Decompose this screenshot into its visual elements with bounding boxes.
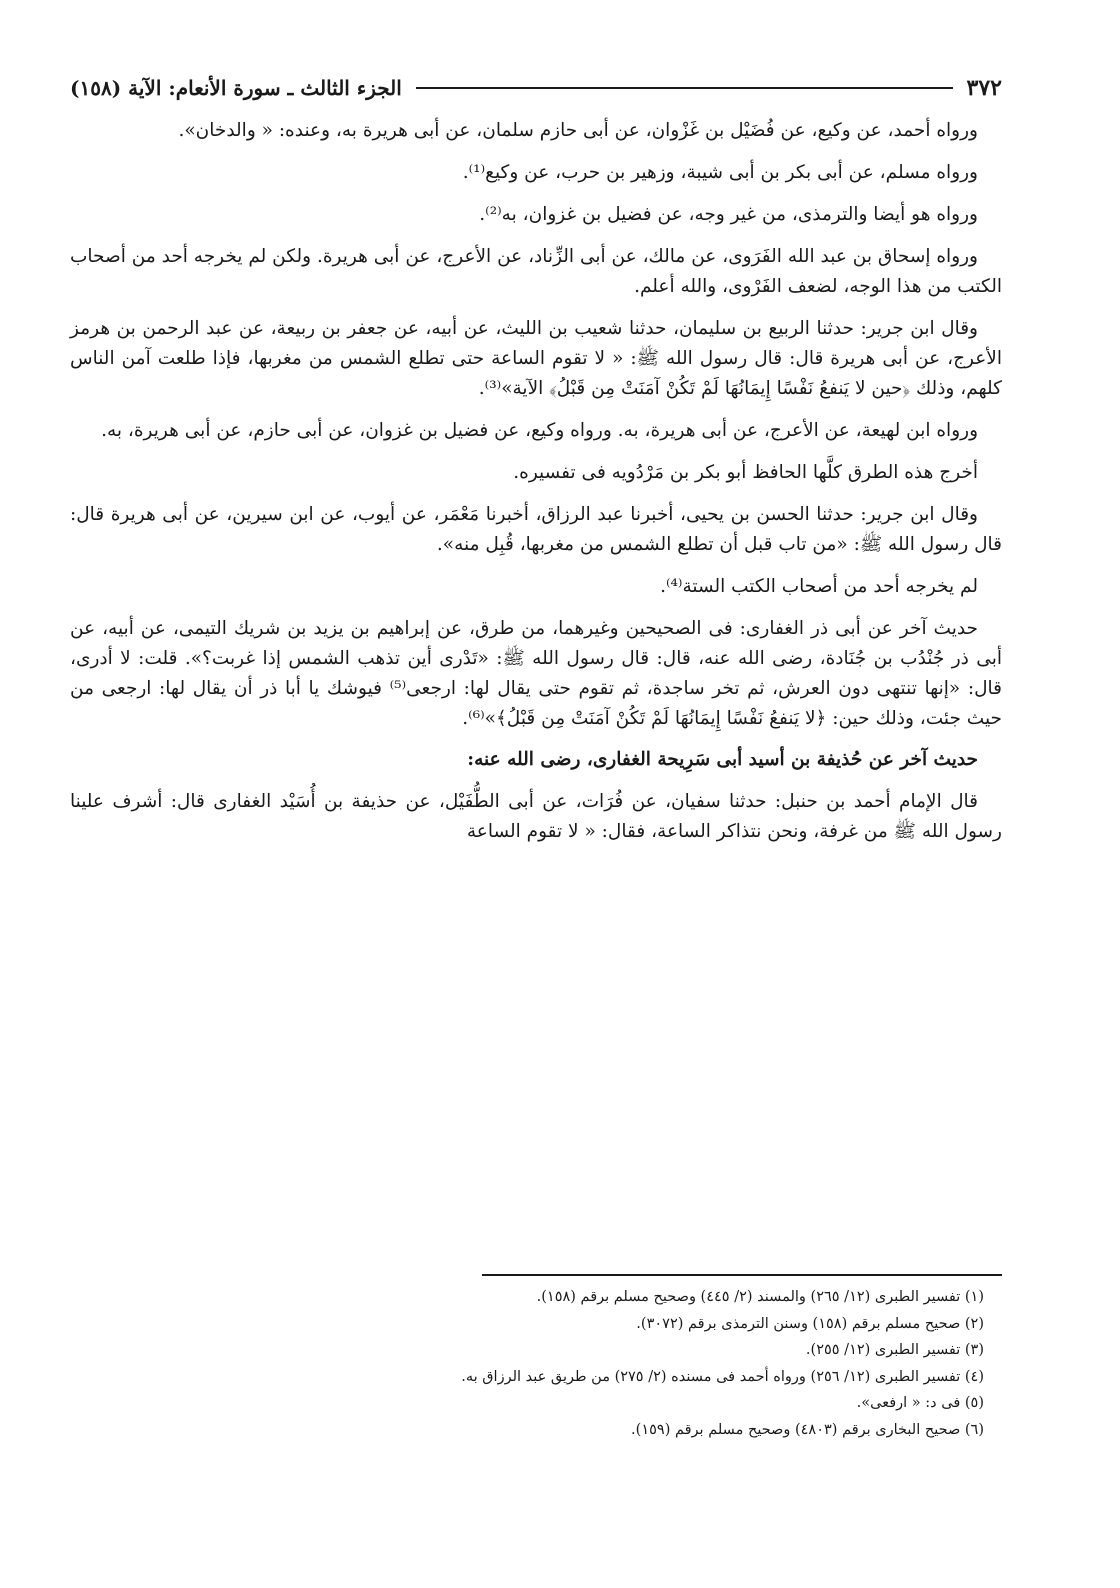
running-title: الجزء الثالث ـ سورة الأنعام: الآية (١٥٨) <box>70 76 402 100</box>
section-heading-hudhayfa: حديث آخر عن حُذيفة بن أسيد أبى سَرِيحة الغفارى، رضى الله عنه: <box>467 749 978 771</box>
paragraph: قال الإمام أحمد بن حنبل: حدثنا سفيان، عن فُرَات، عن أبى الطُّفَيْل، عن حذيفة بن أُسَيْد الغفارى قال: أشرف علينا رسول الله ﷺ من غرفة، ونحن نتذاكر الساعة، فقال: « لا تقوم الساعة <box>70 791 1002 843</box>
footnote: (٥) فى د: « ارفعى». <box>856 1395 984 1412</box>
footnote: (٦) صحيح البخارى برقم (٤٨٠٣) وصحيح مسلم برقم (١٥٩). <box>631 1421 984 1438</box>
footnotes <box>70 1274 1002 1447</box>
paragraph: وقال ابن جرير: حدثنا الحسن بن يحيى، أخبرنا عبد الرزاق، أخبرنا مَعْمَر، عن أيوب، عن ابن سيرين، عن أبى هريرة قال: قال رسول الله ﷺ: «من تاب قبل أن تطلع الشمس من مغربها، قُبِل منه». <box>70 503 1002 555</box>
paragraph: ورواه إسحاق بن عبد الله الفَرَوى، عن مالك، عن أبى الزِّناد، عن الأعرج، عن أبى هريرة. ولكن لم يخرجه أحد من أصحاب الكتب من هذا الوجه، لضعف الفَرْوى، والله أعلم. <box>70 245 1002 297</box>
paragraph: ورواه ابن لهيعة، عن الأعرج، عن أبى هريرة، به. ورواه وكيع، عن فضيل بن غزوان، عن أبى حازم، عن أبى هريرة، به. <box>101 419 978 441</box>
paragraph: ورواه هو أيضا والترمذى، من غير وجه، عن فضيل بن غزوان، به⁽²⁾. <box>479 203 978 225</box>
paragraph: لم يخرجه أحد من أصحاب الكتب الستة⁽⁴⁾. <box>660 575 978 597</box>
paragraph: وقال ابن جرير: حدثنا الربيع بن سليمان، حدثنا شعيب بن الليث، عن أبيه، عن جعفر بن ربيعة، عن عبد الرحمن بن هرمز الأعرج، عن أبى هريرة قال: قال رسول الله ﷺ: « لا تقوم الساعة حتى تطلع الشمس من مغربها، فإذا طلعت آمن الناس كلهم، وذلك ﴿حين لا يَنفعُ نَفْسًا إِيمَانُهَا لَمْ تَكُنْ آمَنَتْ مِن قَبْلُ﴾ الآية»⁽³⁾. <box>70 317 1002 399</box>
paragraph: ورواه أحمد، عن وكيع، عن فُضَيْل بن غَزْوان، عن أبى حازم سلمان، عن أبى هريرة به، وعنده: « والدخان». <box>178 120 978 141</box>
main-text <box>70 116 1002 847</box>
footnote: (١) تفسير الطبرى (١٢/ ٢٦٥) والمسند (٢/ ٤٤٥) وصحيح مسلم برقم (١٥٨). <box>536 1289 984 1305</box>
footnote: (٣) تفسير الطبرى (١٢/ ٢٥٥). <box>805 1342 984 1359</box>
page-number: ٣٧٢ <box>966 75 1002 101</box>
document-page <box>70 66 1002 1528</box>
page-header <box>70 66 1002 110</box>
section-paragraph-abu-dharr: حديث آخر عن أبى ذر الغفارى: فى الصحيحين وغيرهما، من طرق، عن إبراهيم بن يزيد بن شريك التيمى، عن أبيه، عن أبى ذر جُنْدُب بن جُنَادة، رضى الله عنه، قال: قال رسول الله ﷺ: «تَدْرى أين تذهب الشمس إذا غربت؟». قلت: لا أدرى، قال: «إنها تنتهى دون العرش، ثم تخر ساجدة، ثم تقوم حتى يقال لها: ارجعى⁽⁵⁾ فيوشك يا أبا ذر أن يقال لها: ارجعى من حيث جئت، وذلك حين: ﴿لا يَنفعُ نَفْسًا إِيمَانُهَا لَمْ تَكُنْ آمَنَتْ مِن قَبْلُ﴾»⁽⁶⁾. <box>70 617 1003 729</box>
footnote: (٤) تفسير الطبرى (١٢/ ٢٥٦) ورواه أحمد فى مسنده (٢/ ٢٧٥) من طريق عبد الرزاق به. <box>461 1368 984 1385</box>
footnote-rule <box>482 1274 1002 1276</box>
footnote: (٢) صحيح مسلم برقم (١٥٨) وسنن الترمذى برقم (٣٠٧٢). <box>636 1315 984 1332</box>
paragraph: أخرج هذه الطرق كلَّها الحافظ أبو بكر بن مَرْدُويه فى تفسيره. <box>513 461 978 483</box>
header-rule <box>416 87 953 89</box>
paragraph: ورواه مسلم، عن أبى بكر بن أبى شيبة، وزهير بن حرب، عن وكيع⁽¹⁾. <box>462 161 978 183</box>
